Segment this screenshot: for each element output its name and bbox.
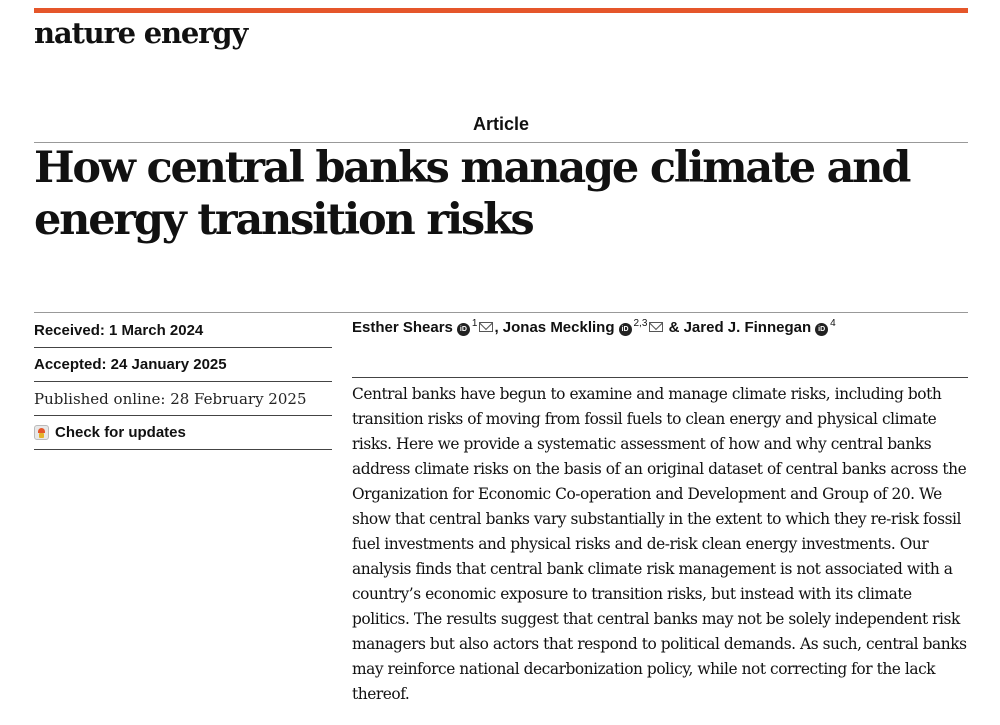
author-esther-shears — [352, 319, 494, 336]
article-history — [34, 313, 332, 450]
envelope-icon[interactable] — [479, 322, 493, 332]
affiliation-number[interactable]: 4 — [830, 318, 836, 329]
journal-logo[interactable]: nature energy — [34, 16, 247, 50]
author-jonas-meckling — [503, 319, 665, 336]
abstract-text: Central banks have begun to examine and manage climate risks, including both transition risks of moving from fossil fuels to clean energy and physical climate risks. Here we provide a systematic assessment of how and why central banks address climate risks on the basis of an original dataset of central banks across the Organization for Economic Co-operation and Development and Group of 20. We show that central banks vary substantially in the extent to which they re-risk fossil fuel investments and physical risks and de-risk clean energy investments. Our analysis finds that central bank climate risk management is not associated with a country’s economic exposure to transition risks, but instead with its climate politics. The results suggest that central banks may not be solely independent risk managers but also actors that respond to political demands. As such, central banks may reinforce national decarbonization policy, while not correcting for the lack thereof. — [352, 385, 967, 703]
author-separator: , — [494, 319, 503, 336]
author-name[interactable]: Jared J. Finnegan — [683, 319, 812, 336]
article-title — [34, 142, 968, 246]
check-for-updates-button[interactable] — [34, 416, 332, 450]
published-date: Published online: 28 February 2025 — [34, 382, 332, 416]
article-type-label: Article — [472, 114, 530, 134]
journal-accent-bar — [34, 8, 968, 13]
author-separator: & — [664, 319, 684, 336]
check-for-updates-label: Check for updates — [55, 424, 186, 441]
author-jared-finnegan — [684, 319, 836, 336]
author-list — [352, 318, 968, 336]
affiliation-number[interactable]: 1 — [471, 318, 478, 329]
check-for-updates-icon — [34, 425, 49, 440]
accepted-date: Accepted: 24 January 2025 — [34, 348, 332, 382]
received-date: Received: 1 March 2024 — [34, 313, 332, 348]
author-name[interactable]: Esther Shears — [352, 319, 453, 336]
orcid-icon[interactable]: iD — [457, 323, 470, 336]
orcid-icon[interactable]: iD — [619, 323, 632, 336]
orcid-icon[interactable]: iD — [815, 323, 828, 336]
author-name[interactable]: Jonas Meckling — [502, 319, 615, 336]
title-line-1: How central banks manage climate and — [34, 143, 910, 193]
affiliation-number[interactable]: 2,3 — [633, 318, 648, 329]
envelope-icon[interactable] — [649, 322, 663, 332]
abstract-divider — [352, 377, 968, 378]
title-line-2: energy transition risks — [34, 195, 533, 245]
